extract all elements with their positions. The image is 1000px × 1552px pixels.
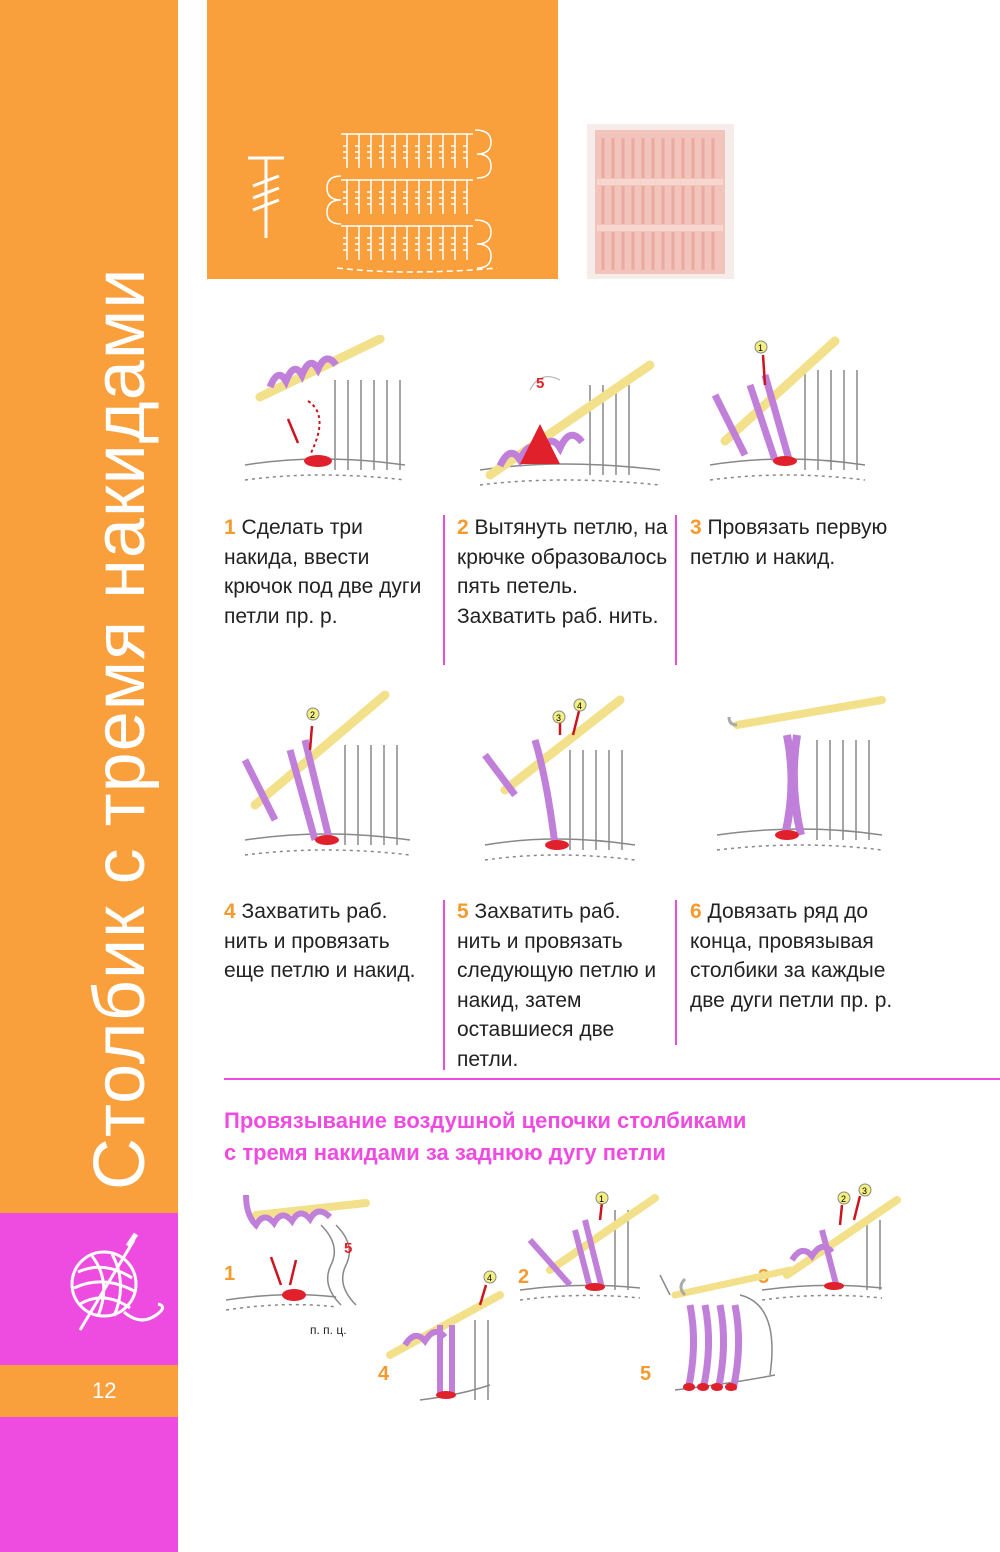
step-3-description: Провязать первую петлю и накид.	[690, 516, 888, 569]
step-2-number: 2	[457, 516, 469, 539]
step-1-number: 1	[224, 516, 236, 539]
step-2-illustration	[460, 360, 665, 495]
stitch-chart-panel	[207, 0, 558, 279]
sidebar-bottom-band	[0, 1417, 178, 1552]
section-title	[224, 1105, 924, 1169]
chain-step-4-marker: 4	[487, 1273, 493, 1283]
step-5-number: 5	[457, 900, 469, 923]
section-title-line-2: с тремя накидами за заднюю дугу петли	[224, 1140, 666, 1165]
step-3-text	[690, 513, 890, 572]
step-4-illustration	[235, 690, 415, 865]
chain-step-5-label: 5	[640, 1363, 652, 1385]
chain-step-4-illustration	[380, 1265, 510, 1410]
chain-step-2-label: 2	[518, 1266, 530, 1288]
chain-step-4-label: 4	[378, 1363, 390, 1385]
step-3-illustration	[705, 335, 870, 490]
step-2-description: Вытянуть петлю, на крючке образовалось пять петель. Захватить раб. нить.	[457, 516, 668, 628]
yarn-ball-icon	[62, 1232, 172, 1342]
chain-step-3-marker-b: 3	[862, 1186, 868, 1196]
divider	[443, 515, 445, 665]
step-5-marker-b: 4	[577, 701, 583, 711]
divider	[443, 900, 445, 1070]
chain-step-1-illustration	[226, 1185, 376, 1320]
step-5-marker-a: 3	[556, 713, 562, 723]
step-4-number: 4	[224, 900, 236, 923]
stitch-chart	[207, 0, 558, 279]
step-1-illustration	[240, 335, 410, 490]
step-1-text	[224, 513, 434, 631]
step-6-number: 6	[690, 900, 702, 923]
chain-step-1-marker: 5	[344, 1240, 353, 1257]
sidebar-page-band	[0, 1365, 178, 1417]
section-title-line-1: Провязывание воздушной цепочки столбиками	[224, 1108, 747, 1133]
step-6-illustration	[712, 695, 887, 860]
page-number: 12	[92, 1378, 117, 1403]
chain-step-3-marker-a: 2	[841, 1194, 847, 1204]
step-4-description: Захватить раб. нить и провязать еще петлю и накид.	[224, 900, 416, 982]
knitted-swatch-photo	[587, 124, 734, 279]
step-5-illustration	[475, 695, 640, 865]
chain-step-5-illustration	[655, 1265, 800, 1405]
step-4-text	[224, 897, 434, 986]
step-2-text	[457, 513, 672, 631]
step-5-description: Захватить раб. нить и провязать следующую петлю и накид, затем оставшиеся две петли.	[457, 900, 657, 1071]
step-6-text	[690, 897, 900, 1015]
chain-step-1-label: 1	[224, 1263, 236, 1285]
section-divider	[224, 1078, 1000, 1080]
chain-step-2-marker: 1	[599, 1194, 605, 1204]
step-5-text	[457, 897, 667, 1074]
chain-step-2-illustration	[520, 1190, 660, 1310]
step-1-description: Сделать три накида, ввести крючок под две дуги петли пр. р.	[224, 516, 422, 628]
step-3-marker: 1	[758, 343, 764, 353]
page-title: Столбик с тремя накидами	[80, 267, 160, 1190]
stitch-symbol-icon	[248, 158, 284, 238]
chain-label-ppc: п. п. ц.	[310, 1323, 347, 1337]
divider	[675, 900, 677, 1045]
step-6-description: Довязать ряд до конца, провязывая столбики за каждые две дуги петли пр. р.	[690, 900, 893, 1012]
step-3-number: 3	[690, 516, 702, 539]
divider	[675, 515, 677, 665]
step-2-marker: 5	[536, 375, 545, 392]
step-4-marker: 2	[310, 710, 316, 720]
